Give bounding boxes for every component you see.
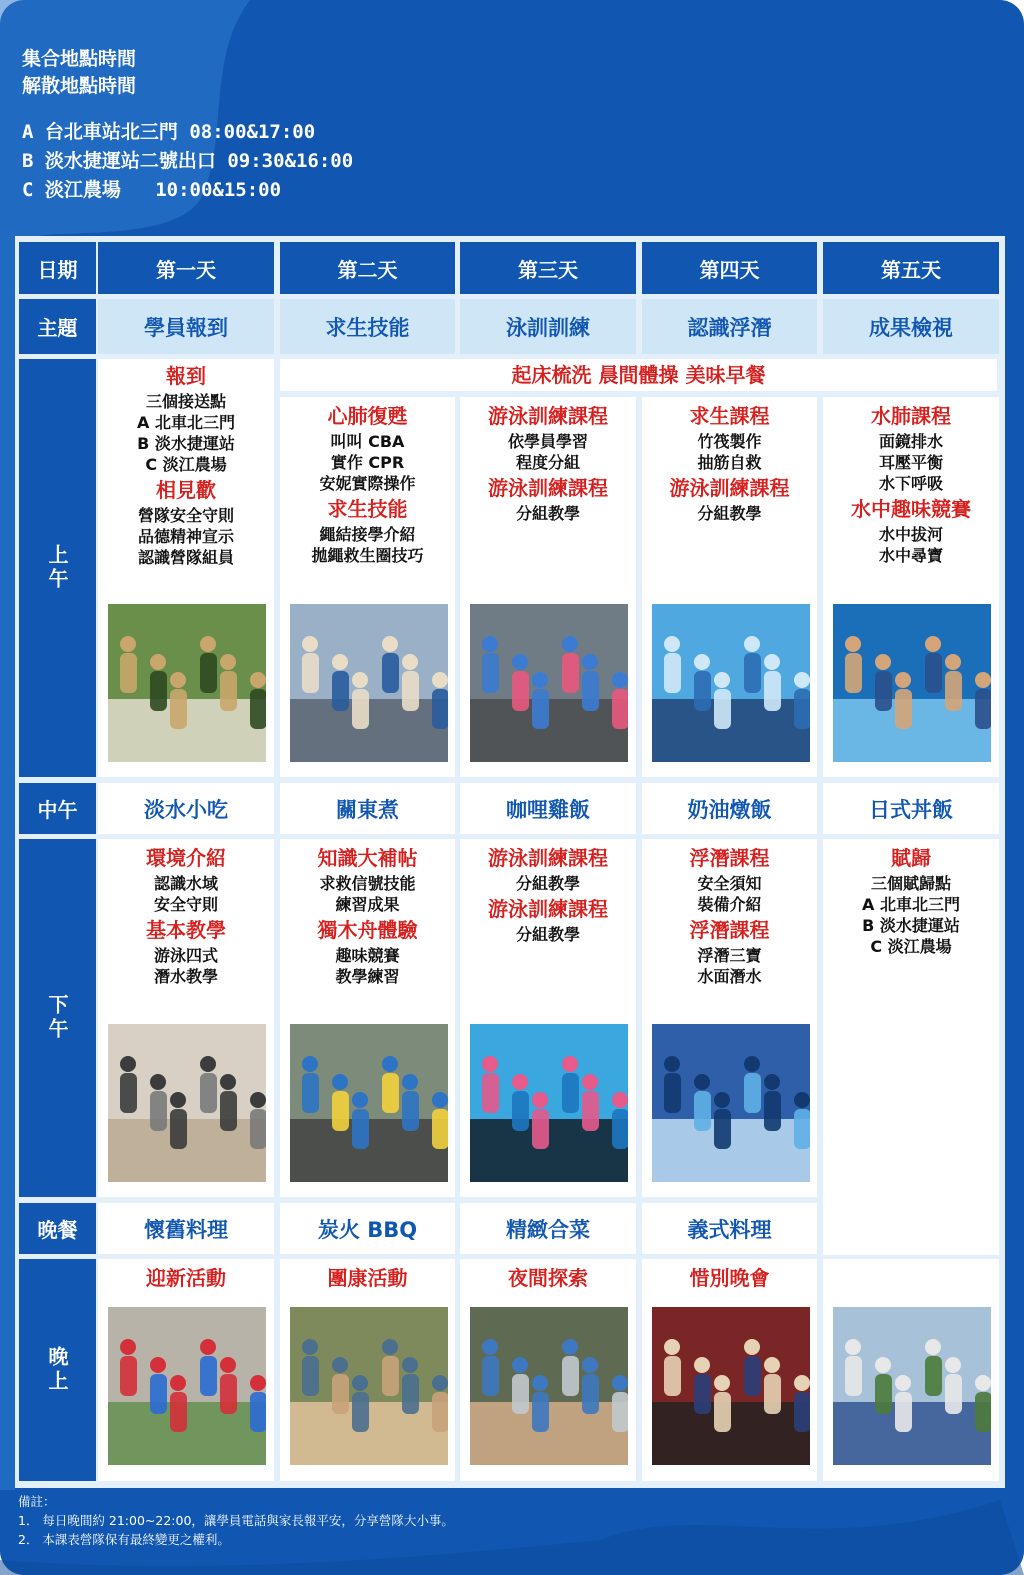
- activity-block: [280, 401, 455, 566]
- lunch-cell-2: [280, 783, 455, 834]
- note-item-2: 2． 本課表營隊保有最終變更之權利。: [18, 1532, 230, 1547]
- activity-title: 水肺課程: [871, 404, 951, 428]
- theme-text: 泳訓訓練: [506, 315, 590, 340]
- activity-block: [642, 843, 817, 987]
- activity-title: 相見歡: [156, 478, 216, 502]
- dinner-cell-2: [280, 1203, 455, 1254]
- activity-title: 浮潛課程: [689, 846, 770, 870]
- afternoon-cell-2: [280, 839, 455, 1197]
- afternoon-cell-4: [642, 839, 817, 1197]
- activity-block: [98, 843, 274, 987]
- morning-banner-text: 起床梳洗 晨間體操 美味早餐: [511, 363, 766, 387]
- day-header-text: 第四天: [699, 257, 760, 282]
- activity-title: 獨木舟體驗: [317, 918, 418, 942]
- activity-detail: 練習成果: [335, 895, 400, 914]
- theme-cell-5: [823, 299, 999, 354]
- activity-detail: 認識營隊組員: [137, 548, 234, 567]
- activity-title: 游泳訓練課程: [488, 846, 608, 870]
- theme-cell-3: [460, 299, 636, 354]
- activity-block: [460, 401, 636, 524]
- lunch-cell-4: [642, 783, 817, 834]
- activity-detail: 求救信號技能: [319, 874, 416, 893]
- meeting-point-c: C 淡江農場 10:00&15:00: [22, 179, 282, 201]
- evening-activity-title: 夜間探索: [508, 1266, 588, 1290]
- lunch-cell-1: [98, 783, 274, 834]
- activity-detail: 抽筋自救: [697, 453, 762, 472]
- activity-title: 游泳訓練課程: [488, 897, 608, 921]
- evening-cell-4: [642, 1259, 817, 1481]
- morning-banner: [280, 359, 997, 391]
- evening-cell-3: [460, 1259, 636, 1481]
- evening-photo-3: [470, 1307, 628, 1465]
- meeting-point-a: A 台北車站北三門 08:00&17:00: [22, 121, 316, 143]
- activity-title: 游泳訓練課程: [488, 404, 608, 428]
- theme-text: 成果檢視: [869, 315, 953, 340]
- activity-title: 環境介紹: [146, 846, 226, 870]
- lunch-text: 關東煮: [336, 797, 399, 822]
- note-item-1: 1． 每日晚間約 21:00~22:00，讓學員電話與家長報平安，分享營隊大小事。: [18, 1513, 454, 1528]
- morning-label: [19, 359, 96, 777]
- lunch-text: 日式丼飯: [869, 797, 953, 822]
- meeting-heading-dismiss: 解散地點時間: [22, 75, 137, 97]
- morning-photo-3: [470, 604, 628, 762]
- activity-detail: 三個賦歸點: [870, 874, 951, 893]
- dinner-text: 懷舊料理: [144, 1217, 228, 1242]
- theme-label: [19, 299, 96, 354]
- morning-cell-1: [98, 359, 274, 777]
- activity-detail: B 淡水捷運站: [137, 434, 235, 453]
- activity-detail: 品德精神宣示: [137, 527, 234, 546]
- activity-title: 知識大補帖: [317, 846, 418, 870]
- activity-title: 賦歸: [891, 846, 931, 870]
- date-label: [19, 242, 96, 294]
- activity-detail: 安妮實際操作: [319, 474, 416, 493]
- morning-cell-2: [280, 397, 455, 777]
- morning-cell-5: [823, 397, 999, 777]
- activity-detail: 面鏡排水: [878, 432, 943, 451]
- dinner-label: [19, 1203, 96, 1254]
- dinner-label-text: 晚餐: [37, 1218, 78, 1242]
- activity-block: [823, 843, 999, 957]
- theme-text: 認識浮潛: [687, 315, 772, 340]
- activity-detail: 教學練習: [335, 967, 400, 986]
- activity-detail: 游泳四式: [153, 946, 218, 965]
- morning-photo-1: [108, 604, 266, 762]
- notes: [18, 1492, 454, 1549]
- meeting-info: [22, 46, 353, 205]
- evening-label: [19, 1259, 96, 1481]
- activity-detail: C 淡江農場: [870, 937, 952, 956]
- activity-detail: A 北車北三門: [137, 413, 235, 432]
- activity-detail: 水面潛水: [697, 967, 762, 986]
- lunch-cell-3: [460, 783, 636, 834]
- evening-photo-4: [652, 1307, 810, 1465]
- evening-photo-5: [833, 1307, 991, 1465]
- evening-activity-title: 惜別晚會: [689, 1266, 770, 1290]
- activity-title: 游泳訓練課程: [669, 476, 790, 500]
- afternoon-photo-1: [108, 1024, 266, 1182]
- lunch-text: 奶油燉飯: [687, 797, 772, 822]
- afternoon-photo-4: [652, 1024, 810, 1182]
- meeting-heading-gather: 集合地點時間: [22, 48, 137, 70]
- lunch-text: 咖哩雞飯: [506, 797, 590, 822]
- activity-detail: 分組教學: [515, 504, 580, 523]
- afternoon-cell-5: [823, 839, 999, 1255]
- morning-cell-3: [460, 397, 636, 777]
- evening-cell-2: [280, 1259, 455, 1481]
- lunch-text: 淡水小吃: [144, 797, 228, 822]
- activity-title: 基本教學: [146, 918, 226, 942]
- afternoon-photo-2: [290, 1024, 448, 1182]
- dinner-cell-4: [642, 1203, 817, 1254]
- activity-detail: 程度分組: [515, 453, 580, 472]
- theme-text: 求生技能: [325, 315, 410, 340]
- activity-detail: 分組教學: [515, 874, 580, 893]
- activity-detail: 安全守則: [153, 895, 218, 914]
- morning-photo-2: [290, 604, 448, 762]
- noon-label: [19, 783, 96, 834]
- activity-detail: 耳壓平衡: [878, 453, 943, 472]
- theme-label-text: 主題: [37, 316, 78, 340]
- evening-photo-1: [108, 1307, 266, 1465]
- evening-photo-2: [290, 1307, 448, 1465]
- activity-detail: 裝備介紹: [697, 895, 762, 914]
- activity-detail: 認識水域: [153, 874, 218, 893]
- dinner-text: 義式料理: [687, 1217, 772, 1242]
- activity-title: 求生技能: [327, 497, 408, 521]
- evening-activity-title: 迎新活動: [146, 1266, 226, 1290]
- activity-title: 游泳訓練課程: [488, 476, 608, 500]
- activity-detail: 浮潛三寶: [697, 946, 762, 965]
- activity-detail: 實作 CPR: [330, 453, 405, 472]
- activity-detail: 趣味競賽: [335, 946, 400, 965]
- theme-cell-4: [642, 299, 817, 354]
- dinner-text: 精緻合菜: [506, 1217, 590, 1242]
- activity-detail: 水下呼吸: [878, 474, 943, 493]
- date-label-text: 日期: [37, 257, 78, 282]
- activity-title: 心肺復甦: [327, 404, 408, 428]
- activity-detail: C 淡江農場: [145, 455, 227, 474]
- activity-detail: 水中尋寶: [878, 546, 943, 565]
- activity-title: 浮潛課程: [689, 918, 770, 942]
- morning-label-text: 上午: [45, 544, 69, 592]
- activity-detail: 三個接送點: [145, 392, 226, 411]
- afternoon-photo-3: [470, 1024, 628, 1182]
- activity-detail: 竹筏製作: [697, 432, 762, 451]
- activity-title: 求生課程: [689, 404, 770, 428]
- theme-text: 學員報到: [144, 315, 228, 340]
- dinner-text: 炭火 BBQ: [317, 1217, 418, 1242]
- activity-detail: 叫叫 CBA: [330, 432, 405, 451]
- day-header-text: 第二天: [337, 257, 398, 282]
- activity-detail: 潛水教學: [153, 967, 218, 986]
- day-header-2: [280, 242, 455, 294]
- activity-block: [280, 843, 455, 987]
- activity-block: [823, 401, 999, 566]
- afternoon-cell-1: [98, 839, 274, 1197]
- activity-block: [98, 361, 274, 568]
- afternoon-cell-3: [460, 839, 636, 1197]
- activity-detail: B 淡水捷運站: [862, 916, 960, 935]
- activity-detail: 分組教學: [697, 504, 762, 523]
- activity-detail: A 北車北三門: [862, 895, 960, 914]
- activity-detail: 營隊安全守則: [137, 506, 234, 525]
- afternoon-label: [19, 839, 96, 1197]
- activity-detail: 繩結接學介紹: [319, 525, 416, 544]
- morning-photo-4: [652, 604, 810, 762]
- morning-cell-4: [642, 397, 817, 777]
- day-header-text: 第三天: [518, 257, 578, 282]
- activity-detail: 安全須知: [697, 874, 762, 893]
- lunch-cell-5: [823, 783, 999, 834]
- noon-label-text: 中午: [37, 798, 78, 822]
- activity-title: 報到: [166, 364, 206, 388]
- meeting-point-b: B 淡水捷運站二號出口 09:30&16:00: [22, 150, 354, 172]
- day-header-text: 第五天: [881, 257, 941, 282]
- theme-cell-2: [280, 299, 455, 354]
- activity-detail: 水中拔河: [878, 525, 943, 544]
- day-header-text: 第一天: [156, 257, 216, 282]
- afternoon-label-text: 下午: [45, 994, 69, 1042]
- activity-block: [642, 401, 817, 524]
- dinner-cell-1: [98, 1203, 274, 1254]
- evening-cell-5: [823, 1259, 999, 1481]
- activity-detail: 分組教學: [515, 925, 580, 944]
- day-header-1: [98, 242, 274, 294]
- day-header-4: [642, 242, 817, 294]
- evening-label-text: 晚上: [45, 1346, 69, 1394]
- theme-cell-1: [98, 299, 274, 354]
- day-header-3: [460, 242, 636, 294]
- activity-block: [460, 843, 636, 945]
- activity-detail: 依學員學習: [507, 432, 588, 451]
- activity-title: 水中趣味競賽: [851, 497, 971, 521]
- dinner-cell-3: [460, 1203, 636, 1254]
- day-header-5: [823, 242, 999, 294]
- evening-activity-title: 團康活動: [327, 1266, 408, 1290]
- activity-detail: 拋繩救生圈技巧: [311, 546, 424, 565]
- evening-cell-1: [98, 1259, 274, 1481]
- notes-heading: 備註：: [18, 1494, 56, 1509]
- morning-photo-5: [833, 604, 991, 762]
